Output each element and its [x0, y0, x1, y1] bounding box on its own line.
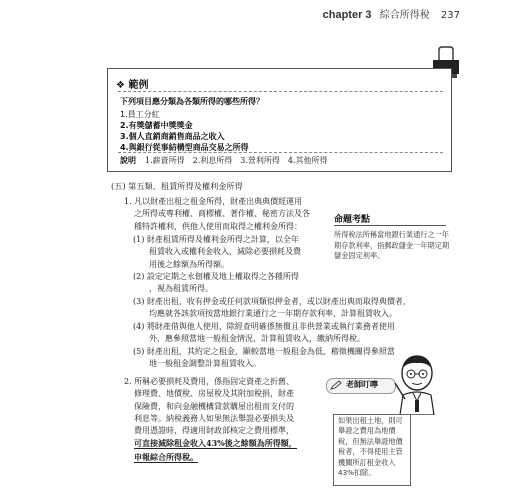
teacher-tip-text: 如果出租土地，則可舉證之費用為地價稅，但無法舉證地價稅者，不得使用主管機關所訂租金收入43%扣除。 — [338, 416, 403, 478]
example-item-1: 1.員工分紅 — [120, 110, 160, 119]
teacher-illustration-icon — [391, 353, 443, 415]
chapter-label: chapter 3 — [322, 9, 372, 21]
example-title: ❖ 範例 — [116, 80, 149, 91]
example-divider-2 — [118, 152, 443, 153]
pencil-icon — [330, 380, 342, 390]
item2-text: 2. 所稱必要損耗及費用，係指固定資產之折舊、 修理費、地價稅、房屋稅及其附加稅捐，財產 保險費，和向金融機構貸款購屋出租而支付的 利息等。納稅義務人如果無法舉證必要損失及 費用憑證時，得適用財政部核定之費用標準， 可直接減除租金收入43%後之餘額為所得額， 申報綜合所得稅。 — [124, 377, 297, 462]
exam-note-title: 命題考點 — [334, 215, 371, 225]
example-question: 下列項目應分類為各類所得的哪些所得？ — [120, 97, 264, 106]
example-item-3: 3.個人直銷商銷售商品之收入 — [120, 132, 225, 141]
sub4-text: (4) 將財產借與他人使用，除經查明確係無償且非供營業或執行業務者使用 外，應參照當地一般租金情況，計算租賃收入，繳納所得稅。 — [133, 322, 395, 344]
exam-note-text: 所得稅法所稱當地銀行業通行之一年期存款利率，指郵政儲金一年期定期儲金固定利率。 — [334, 230, 450, 261]
example-item-2: 2.有獎儲蓄中獎獎金 — [120, 121, 193, 130]
example-divider — [118, 91, 443, 92]
item2-emphasis-2: 申報綜合所得稅。 — [134, 451, 198, 462]
explain-label: 說明 — [120, 156, 136, 165]
page-header — [323, 6, 460, 21]
diamond-icon: ❖ — [116, 80, 125, 91]
page-number: 237 — [440, 10, 460, 21]
section-heading: (五) 第五類、租賃所得及權利金所得 — [111, 181, 243, 191]
item2-emphasis-1: 可直接減除租金收入43%後之餘額為所得額， — [134, 438, 297, 449]
sub5-text: (5) 財產出租，其約定之租金，顯較當地一般租金為低，稽徵機關得參照當 地一般租金調整計算租賃收入。 — [133, 347, 395, 369]
sub2-text: (2) 設定定期之永佃權及地上權取得之各種所得 ，視為租賃所得。 — [133, 272, 299, 294]
exam-note-divider — [334, 225, 446, 226]
sub1-text: (1) 財產租賃所得及權利金所得之計算，以全年 租賃收入或權利金收入，減除必要損耗及費 用後之餘額為所得額。 — [133, 235, 301, 269]
example-item-4: 4.與銀行從事結構型商品交易之所得 — [120, 143, 249, 152]
chapter-title: 綜合所得稅 — [379, 10, 430, 21]
sub3-text: (3) 財產出租，收有押金或任何款項類似押金者，或以財產出典而取得典價者， 均應就各該款項按當地銀行業通行之一年期存款利率，計算租賃收入。 — [133, 297, 411, 319]
teacher-label: 老師叮嚀 — [346, 380, 378, 389]
explain-text: 1.薪資所得 2.利息所得 3.營利所得 4.其他所得 — [145, 156, 328, 165]
item1-text: 1. 凡以財產出租之租金所得，財產出典典價經運用 之所得或專利權、商標權、著作權、秘密方法及各 種特許權利，供他人使用而取得之權利金所得： — [124, 197, 310, 231]
